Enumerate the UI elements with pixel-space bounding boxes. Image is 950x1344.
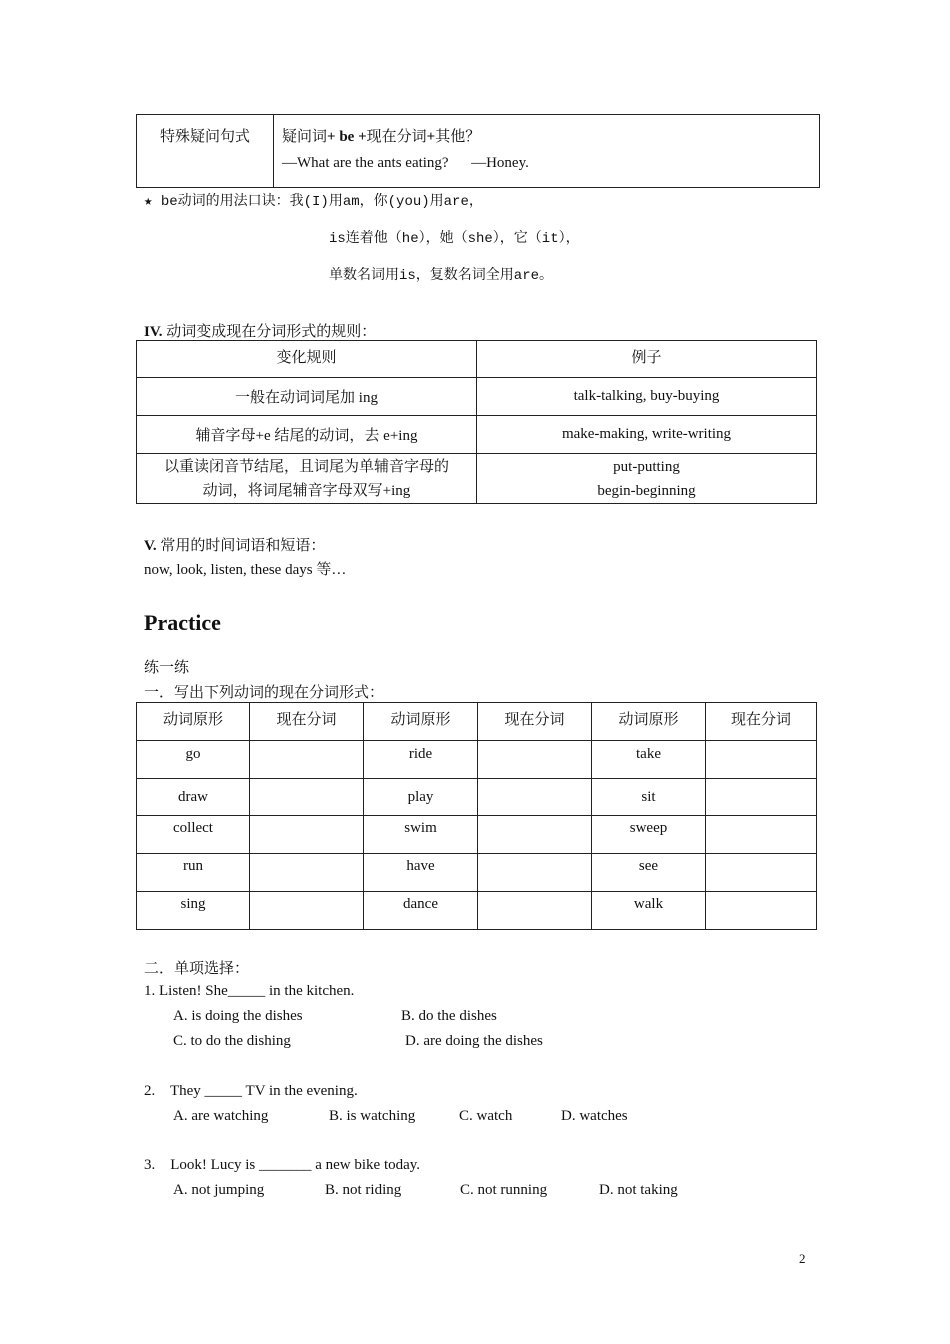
formula-suffix: 其他？ bbox=[435, 129, 481, 145]
verb-cell: take bbox=[592, 741, 706, 779]
verb-cell: walk bbox=[592, 892, 706, 930]
verb-cell: sweep bbox=[592, 816, 706, 854]
section-5-title: 常用的时间词语和短语： bbox=[160, 538, 326, 554]
pattern-formula bbox=[282, 125, 819, 151]
formula-mid: 现在分词 bbox=[366, 129, 427, 145]
answer-cell[interactable] bbox=[250, 779, 364, 816]
rules-table bbox=[136, 340, 817, 504]
verb-header: 动词原形 bbox=[137, 703, 250, 741]
example-line-1: put-putting bbox=[613, 458, 680, 475]
rule-line-2: 动词，将词尾辅音字母双写+ing bbox=[202, 482, 411, 499]
verb-header: 动词原形 bbox=[364, 703, 478, 741]
section-5-number: V. bbox=[144, 538, 157, 554]
verb-cell: go bbox=[137, 741, 250, 779]
pattern-label: 特殊疑问句式 bbox=[159, 129, 250, 145]
section-4-title: 动词变成现在分词形式的规则： bbox=[166, 324, 377, 340]
verb-header: 现在分词 bbox=[478, 703, 592, 741]
example-line-2: begin-beginning bbox=[597, 482, 696, 499]
question-3-option-d[interactable]: D. not taking bbox=[599, 1182, 678, 1198]
answer-cell[interactable] bbox=[478, 779, 592, 816]
pattern-label-cell bbox=[137, 115, 274, 188]
question-1-option-a[interactable]: A. is doing the dishes bbox=[173, 1008, 303, 1024]
section-5-text: now, look, listen, these days 等… bbox=[144, 562, 347, 578]
mnemonic-line-1: ★ be动词的用法口诀：我(I)用am，你(you)用are， bbox=[144, 194, 483, 210]
table-row bbox=[137, 779, 817, 816]
formula-plus: + bbox=[426, 129, 436, 145]
answer-cell[interactable] bbox=[250, 816, 364, 854]
verb-cell: collect bbox=[137, 816, 250, 854]
answer-cell[interactable] bbox=[478, 741, 592, 779]
example-cell: talk-talking, buy-buying bbox=[477, 378, 817, 416]
mnemonic-line-3: 单数名词用is，复数名词全用are。 bbox=[329, 268, 554, 284]
practice-subheading: 练一练 bbox=[144, 660, 190, 676]
answer-cell[interactable] bbox=[706, 779, 817, 816]
verb-cell: ride bbox=[364, 741, 478, 779]
rules-header-rule: 变化规则 bbox=[137, 341, 477, 378]
section-4-heading bbox=[144, 320, 376, 341]
verb-cell: draw bbox=[137, 779, 250, 816]
example-cell: make-making, write-writing bbox=[477, 416, 817, 454]
answer-cell[interactable] bbox=[478, 816, 592, 854]
answer-cell[interactable] bbox=[706, 741, 817, 779]
question-3-option-b[interactable]: B. not riding bbox=[325, 1182, 402, 1198]
answer-cell[interactable] bbox=[478, 892, 592, 930]
question-2-option-a[interactable]: A. are watching bbox=[173, 1108, 269, 1124]
example-cell bbox=[477, 454, 817, 504]
answer-cell[interactable] bbox=[478, 854, 592, 892]
page-number: 2 bbox=[799, 1251, 806, 1266]
question-1-stem: 1. Listen! She_____ in the kitchen. bbox=[144, 983, 355, 999]
verb-header: 现在分词 bbox=[250, 703, 364, 741]
verb-cell: run bbox=[137, 854, 250, 892]
pattern-content-cell bbox=[274, 115, 820, 188]
table-row bbox=[137, 892, 817, 930]
verb-cell: dance bbox=[364, 892, 478, 930]
rule-cell: 一般在动词词尾加 ing bbox=[137, 378, 477, 416]
verb-header: 现在分词 bbox=[706, 703, 817, 741]
sentence-pattern-table bbox=[136, 114, 820, 188]
section-4-number: IV. bbox=[144, 324, 163, 340]
verb-cell: sit bbox=[592, 779, 706, 816]
section-5-heading bbox=[144, 534, 325, 555]
question-1-option-b[interactable]: B. do the dishes bbox=[401, 1008, 497, 1024]
formula-plus-be: + be + bbox=[327, 129, 367, 145]
answer-cell[interactable] bbox=[250, 854, 364, 892]
question-3-stem: 3. Look! Lucy is _______ a new bike today. bbox=[144, 1157, 421, 1173]
mnemonic-line-2: is连着他（he），她（she），它（it）， bbox=[329, 231, 580, 247]
question-2-option-b[interactable]: B. is watching bbox=[329, 1108, 416, 1124]
part-2-title: 二．单项选择： bbox=[144, 961, 250, 977]
table-row bbox=[137, 816, 817, 854]
verb-table bbox=[136, 702, 817, 930]
verb-cell: play bbox=[364, 779, 478, 816]
verb-cell: swim bbox=[364, 816, 478, 854]
answer-cell[interactable] bbox=[706, 816, 817, 854]
question-2-option-d[interactable]: D. watches bbox=[561, 1108, 628, 1124]
formula-prefix: 疑问词 bbox=[282, 129, 328, 145]
practice-heading: Practice bbox=[144, 610, 221, 635]
verb-cell: see bbox=[592, 854, 706, 892]
table-row bbox=[137, 741, 817, 779]
question-1-option-c[interactable]: C. to do the dishing bbox=[173, 1033, 291, 1049]
question-2-option-c[interactable]: C. watch bbox=[459, 1108, 513, 1124]
answer-cell[interactable] bbox=[706, 892, 817, 930]
question-1-option-d[interactable]: D. are doing the dishes bbox=[405, 1033, 543, 1049]
answer-cell[interactable] bbox=[250, 892, 364, 930]
part-1-title: 一．写出下列动词的现在分词形式： bbox=[144, 685, 385, 701]
question-3-option-a[interactable]: A. not jumping bbox=[173, 1182, 265, 1198]
question-2-stem: 2. They _____ TV in the evening. bbox=[144, 1083, 358, 1099]
verb-header: 动词原形 bbox=[592, 703, 706, 741]
pattern-example: —What are the ants eating? —Honey. bbox=[282, 155, 529, 171]
table-row bbox=[137, 854, 817, 892]
question-3-option-c[interactable]: C. not running bbox=[460, 1182, 548, 1198]
answer-cell[interactable] bbox=[706, 854, 817, 892]
rule-cell: 辅音字母+e 结尾的动词，去 e+ing bbox=[137, 416, 477, 454]
answer-cell[interactable] bbox=[250, 741, 364, 779]
rule-cell bbox=[137, 454, 477, 504]
rule-line-1: 以重读闭音节结尾，且词尾为单辅音字母的 bbox=[163, 458, 449, 475]
verb-cell: have bbox=[364, 854, 478, 892]
verb-cell: sing bbox=[137, 892, 250, 930]
rules-header-example: 例子 bbox=[477, 341, 817, 378]
